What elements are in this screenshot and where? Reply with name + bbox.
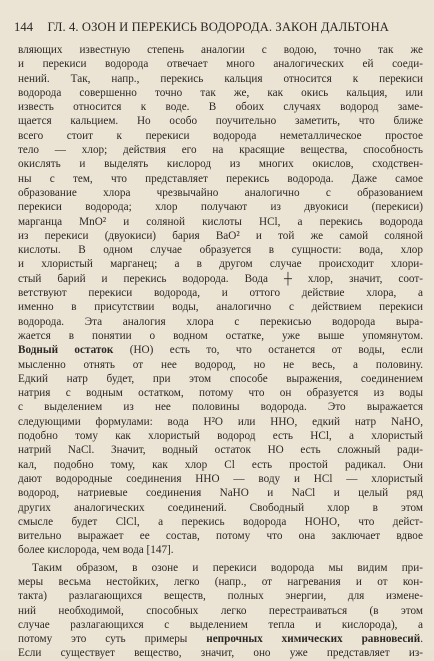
text-line: Если существует вещество, значит, оно уже представляет из-	[18, 647, 423, 660]
text-line: вительно выражает ее состав, потому что она заключает вдвое	[18, 530, 423, 543]
text-line: натрия с водным остатком, потому что он образуется из воды	[18, 387, 423, 400]
text-line: тело — хлор; действия его на красящие вещества, способность	[18, 144, 423, 157]
text-line: стый барий и перекись водорода. Вода ┼ хлор, значит, соот-	[18, 272, 423, 285]
chapter-title: ГЛ. 4. ОЗОН И ПЕРЕКИСЬ ВОДОРОДА. ЗАКОН ДАЛЬТОНА	[47, 20, 389, 34]
text-line: и перекиси водорода отвечает много аналогических ей соеди-	[18, 58, 423, 71]
text-line: щается кальцием. Но особо поучительно заметить, что ближе	[18, 115, 423, 128]
text-line: Таким образом, в озоне и перекиси водорода мы видим при-	[32, 561, 423, 574]
text-line: кислоты. В одном случае образуется в сущности: вода, хлор	[18, 244, 423, 257]
text-line: смысле будет ClCl, а перекись водорода НОНО, что дейст-	[18, 515, 423, 528]
text-line: потому это суть примеры непрочных химических равновесий.	[18, 633, 423, 646]
text-line: известь относится к воде. В обоих случаях водород заме-	[18, 101, 423, 114]
text-line: подобно тому как хлористый водород есть HCl, а хлористый	[18, 430, 423, 443]
text-line: водорода. Эта аналогия хлора с перекисью водорода выра-	[18, 315, 423, 328]
emphasized-term: непрочных химических равновесий	[206, 633, 421, 646]
text-line: марганца MnO² и соляной кислоты HCl, а перекись водорода	[18, 215, 423, 228]
paragraph-2	[18, 561, 423, 661]
text-line: мысленно отнять от нее водород, но не весь, а половину.	[18, 358, 423, 371]
text-line: следующими формулами: вода H²O или HHO, едкий натр NaHO,	[18, 415, 423, 428]
text-line: других аналогических соединений. Свободный хлор в этом	[18, 501, 423, 514]
body-text	[18, 43, 423, 661]
text-line: меры весьма нестойких, легко (напр., от нагревания и от кон-	[18, 575, 423, 588]
text-line: водорода совершенно точно так же, как окись кальция, или	[18, 86, 423, 99]
text-line: ны с тем, что представляет перекись водорода. Даже самое	[18, 172, 423, 185]
text-line: и хлористый марганец; а в другом случае происходит хлори-	[18, 258, 423, 271]
text-line: натрий NaCl. Значит, водный остаток НО есть сложный ради-	[18, 444, 423, 457]
text-line: всего стоит к перекиси водорода неметаллическое простое	[18, 129, 423, 142]
text-line: водород, натриевые соединения NaHO и NaCl и целый ряд	[18, 487, 423, 500]
text-line: окислять и выделять кислород из многих окислов, сходствен-	[18, 158, 423, 171]
text-line: жается в понятии о водном остатке, уже выше упомянутом.	[18, 329, 423, 342]
text-line: кал, подобно тому, как хлор Cl есть простой радикал. Они	[18, 458, 423, 471]
text-line: ветствуют перекиси водорода, и оттого действие хлора, а	[18, 287, 423, 300]
text-line: такта) разлагающихся веществ, полных энергии, для измене-	[18, 590, 423, 603]
emphasized-term: Водный остаток	[18, 344, 114, 357]
text-line: более кислорода, чем вода [147].	[18, 544, 174, 557]
text-line: Едкий натр будет, при этом способе выражения, соединением	[18, 372, 423, 385]
page-number: 144	[14, 20, 34, 34]
text-line: дают водородные соединения ННО — воду и НCl — хлористый	[18, 472, 423, 485]
text-line: перекиси водорода; хлор получают из двуокиси (перекиси)	[18, 201, 423, 214]
text-line: ний необходимой, способных легко перестраиваться (в этом	[18, 604, 423, 617]
text-line: с выделением из нее половины водорода. Это выражается	[18, 401, 423, 414]
text-line: нений. Так, напр., перекись кальция относится к перекиси	[18, 72, 423, 85]
paragraph-1	[18, 43, 423, 558]
text-line: именно в присутствии воды, аналогично с действием перекиси	[18, 301, 423, 314]
text-line: вляющих известную степень аналогии с водою, точно так же	[18, 44, 423, 56]
running-head	[14, 20, 422, 36]
text-line: Водный остаток (НО) есть то, что останется от воды, если	[18, 344, 423, 357]
text-line: случае разлагающихся с выделением тепла и кислорода), а	[18, 618, 423, 631]
text-line: образование хлора чрезвычайно аналогично с образованием	[18, 186, 423, 199]
text-line: из перекиси (двуокиси) бария BaO² и той же самой соляной	[18, 229, 423, 242]
